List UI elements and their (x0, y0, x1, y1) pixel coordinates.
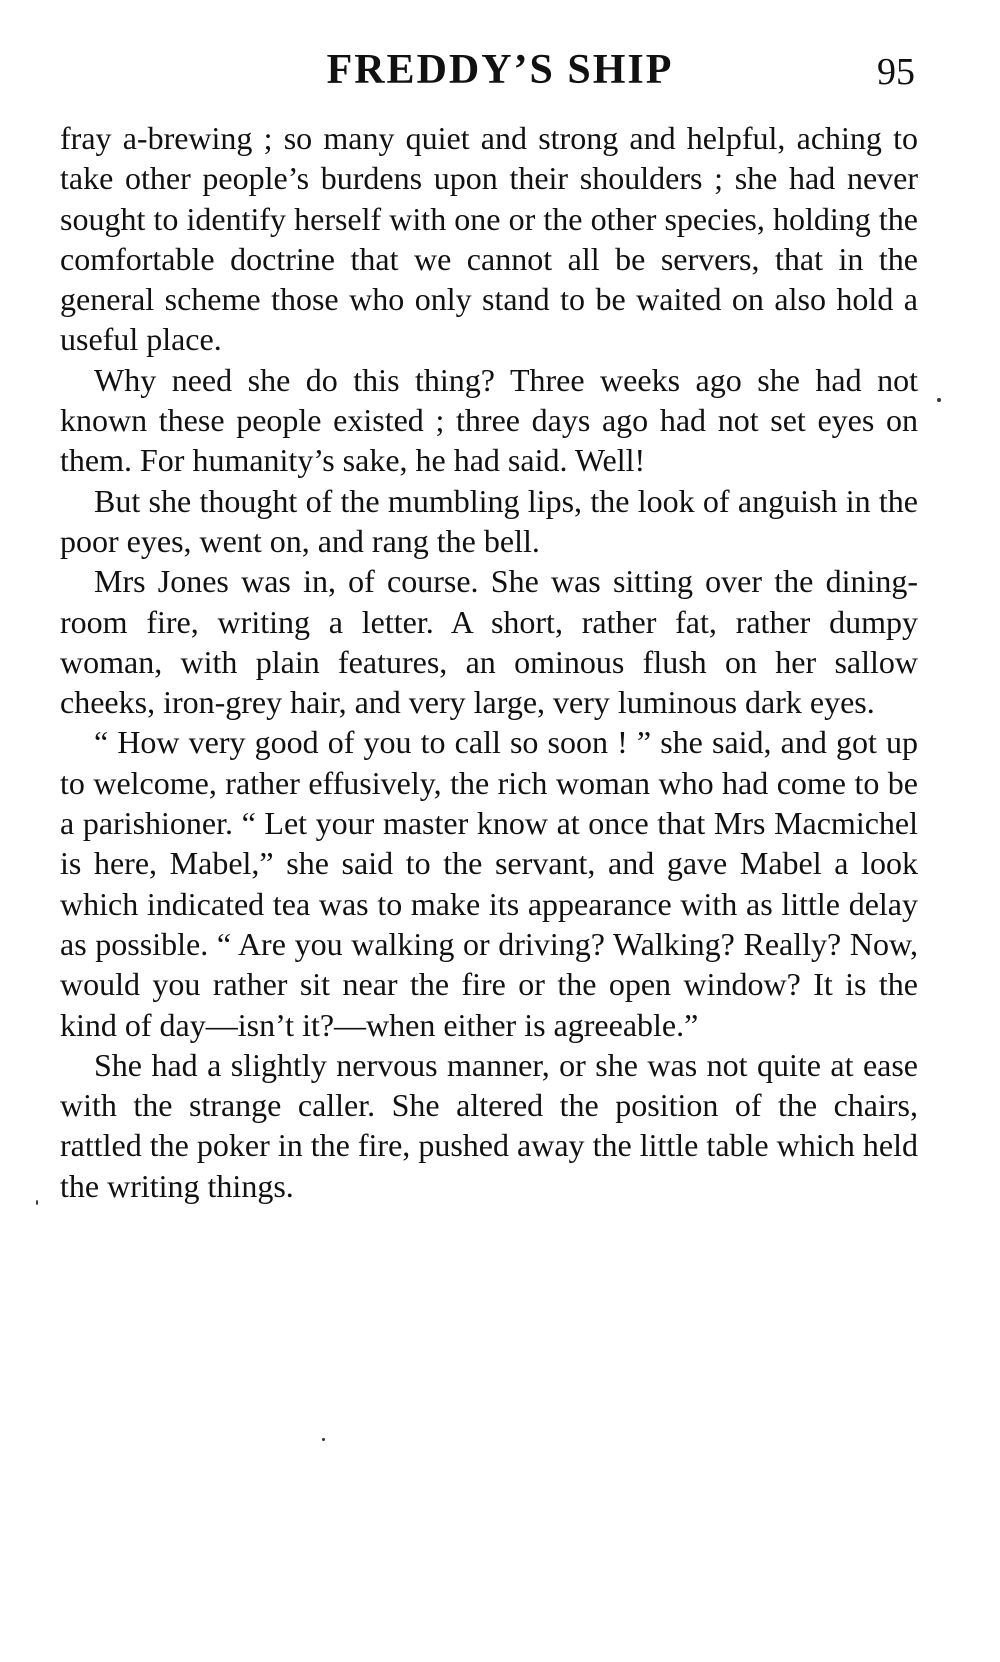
page-number: 95 (877, 51, 915, 93)
running-head (0, 46, 1000, 106)
paragraph: “ How very good of you to call so soon ! ” she said, and got up to welcome, rather effusively, the rich woman who had come to be a parishioner. “ Let your master know at once that Mrs Macmichel is here, Mabel,” she said to the servant, and gave Mabel a look which indicated tea was to make its appearance with as little delay as possible. “ Are you walking or driving? Walking? Really? Now, would you rather sit near the fire or the open window? It is the kind of day—isn’t it?—when either is agreeable.” (60, 724, 918, 1043)
paragraph: She had a slightly nervous manner, or she was not quite at ease with the strange caller. She altered the position of the chairs, rattled the poker in the fire, pushed away the little table which held the writing things. (60, 1046, 918, 1204)
print-speck (937, 398, 941, 402)
running-title: FREDDY’S SHIP (326, 47, 674, 93)
paragraph: Why need she do this thing? Three weeks ago she had not known these people existed ; three days ago had not set eyes on them. For humanity’s sake, he had said. Well! (60, 361, 918, 479)
paragraph: Mrs Jones was in, of course. She was sitting over the dining-room fire, writing a letter. A short, rather fat, rather dumpy woman, with plain features, an ominous flush on her sallow cheeks, iron-grey hair, and very large, very luminous dark eyes. (60, 563, 918, 721)
body-text (60, 118, 918, 1206)
paragraph-continued: fray a-brewing ; so many quiet and strong and helpful, aching to take other people’s burdens upon their shoulders ; she had never sought to identify herself with one or the other species, holding the comfortable doctrine that we cannot all be servers, that in the general scheme those who only stand to be waited on also hold a useful place. (60, 120, 918, 358)
print-speck (322, 1438, 325, 1441)
paragraph: But she thought of the mumbling lips, the look of anguish in the poor eyes, went on, and rang the bell. (60, 482, 918, 559)
print-speck (36, 1200, 38, 1205)
